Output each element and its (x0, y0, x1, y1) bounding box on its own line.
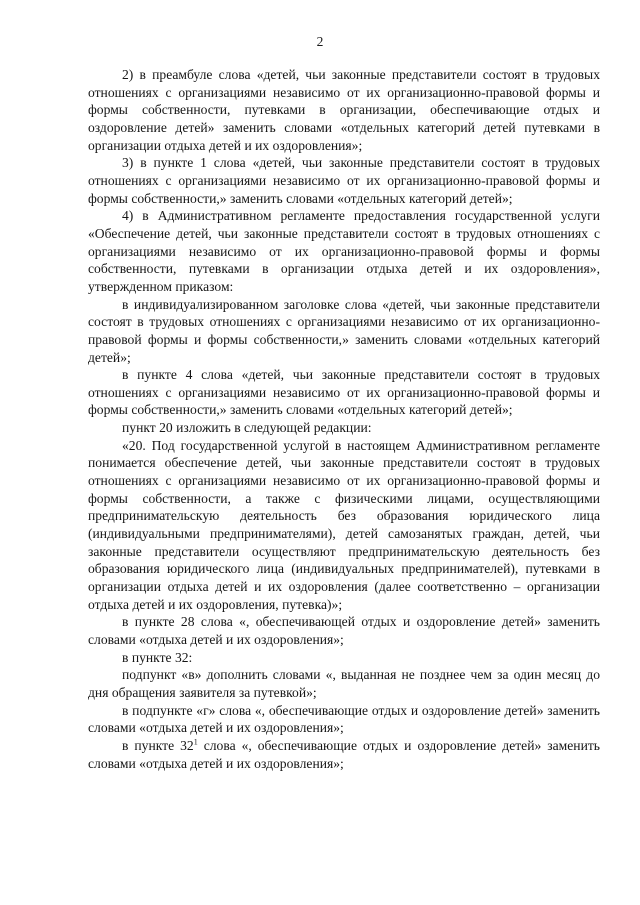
superscript-index: 1 (193, 737, 198, 747)
paragraph-point-20-text: «20. Под государственной услугой в настоящем Административном регламенте понимается обеспечение детей, чьи законные представители состоят в трудовых отношениях с организациями независимо от их организационно-правовой формы и формы собственности, а также с физическими лицами, осуществляющими предпринимательскую деятельность без образования юридического лица (индивидуальными предпринимателями), детей самозанятых граждан, детей, чьи законные представители осуществляют предпринимательскую деятельность без образования юридического лица (индивидуальных предпринимателей), путевками в организации отдыха детей и их оздоровления (далее соответственно – организации отдыха детей и их оздоровления, путевка)»; (88, 437, 600, 612)
page-number: 2 (316, 34, 324, 49)
point-32-1-rest: слова «, обеспечивающие отдых и оздоровление детей» заменить словами «отдыха детей и их оздоровления»; (88, 737, 600, 771)
paragraph-point-32-intro: в пункте 32: (122, 649, 193, 665)
paragraph-point-28-amendment: в пункте 28 слова «, обеспечивающей отдых и оздоровление детей» заменить словами «отдыха детей и их оздоровления»; (88, 614, 600, 647)
paragraph-title-amendment: в индивидуализированном заголовке слова «детей, чьи законные представители состоят в трудовых отношениях с организациями независимо от их организационно-правовой формы и формы собственности,» заменить словами «отдельных категорий детей»; (88, 296, 600, 365)
paragraph-regulation-amendment: 4) в Административном регламенте предоставления государственной услуги «Обеспечение детей, чьи законные представители состоят в трудовых отношениях с организациями независимо от их организационно-правовой формы и формы собственности, путевками в организации отдыха детей и их оздоровления», утвержденном приказом: (88, 208, 600, 294)
paragraph-point-32-1-amendment (88, 737, 600, 772)
paragraph-point-20-intro: пункт 20 изложить в следующей редакции: (122, 420, 372, 436)
paragraph-point-4-amendment: в пункте 4 слова «детей, чьи законные представители состоят в трудовых отношениях с организациями независимо от их организационно-правовой формы и формы собственности,» заменить словами «отдельных категорий детей»; (88, 367, 600, 418)
paragraph-subpoint-v-amendment: подпункт «в» дополнить словами «, выданная не позднее чем за один месяц до дня обращения заявителя за путевкой»; (88, 667, 600, 700)
document-body (88, 66, 600, 772)
paragraph-point-1-amendment: 3) в пункте 1 слова «детей, чьи законные представители состоят в трудовых отношениях с организациями независимо от их организационно-правовой формы и формы собственности,» заменить словами «отдельных категорий детей»; (88, 155, 600, 206)
paragraph-preamble-amendment: 2) в преамбуле слова «детей, чьи законные представители состоят в трудовых отношениях с организациями независимо от их организационно-правовой формы и формы собственности, путевками в организации, обеспечивающие отдых и оздоровление детей» заменить словами «отдельных категорий детей путевками в организации отдыха детей и их оздоровления»; (88, 67, 600, 153)
paragraph-subpoint-g-amendment: в подпункте «г» слова «, обеспечивающие отдых и оздоровление детей» заменить словами «отдыха детей и их оздоровления»; (88, 702, 600, 736)
point-32-1-lead: в пункте 32 (122, 737, 194, 753)
